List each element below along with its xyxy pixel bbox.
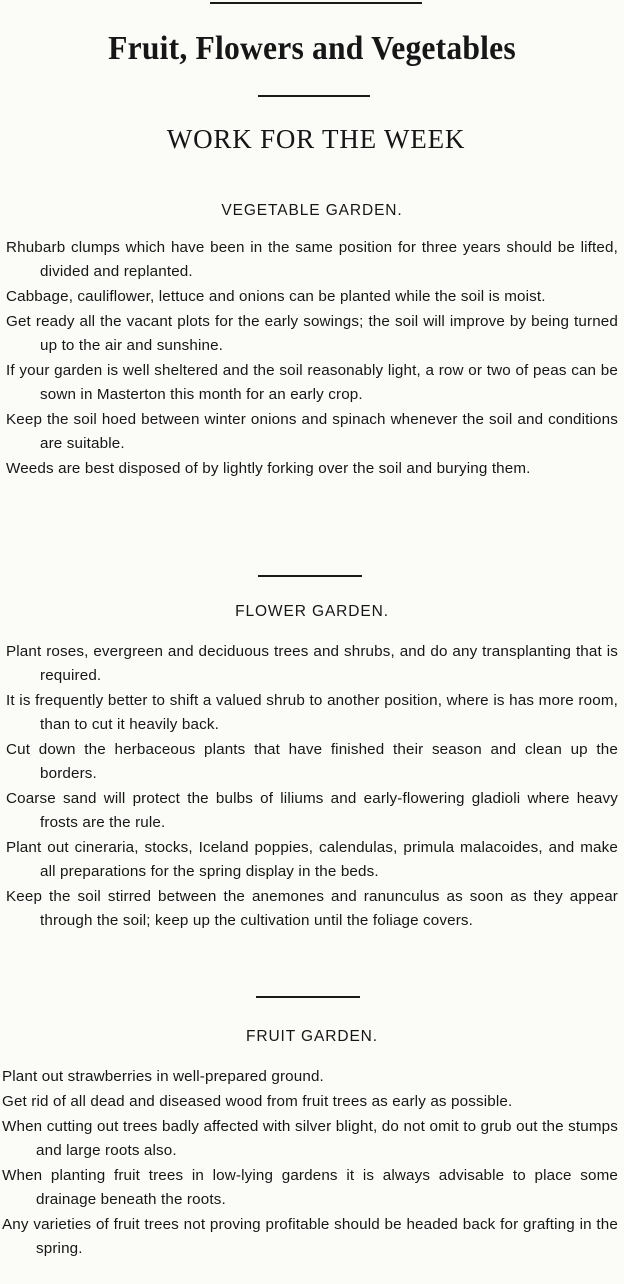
list-item: Get rid of all dead and diseased wood from fruit trees as early as possible.: [2, 1093, 513, 1110]
fruit-garden-list: [2, 1065, 618, 1262]
list-item: Cabbage, cauliflower, lettuce and onions can be planted while the soil is moist.: [6, 288, 546, 305]
title-divider: [258, 95, 370, 97]
list-item: Plant roses, evergreen and deciduous trees and shrubs, and do any transplanting that is required.: [6, 643, 618, 684]
list-item: Keep the soil stirred between the anemones and ranunculus as soon as they appear through the soil; keep up the cultivation until the foliage covers.: [6, 888, 618, 929]
page-title: Fruit, Flowers and Vegetables: [108, 30, 516, 67]
list-item: If your garden is well sheltered and the soil reasonably light, a row or two of peas can be sown in Masterton this month for an early crop.: [6, 362, 618, 403]
list-item: Cut down the herbaceous plants that have finished their season and clean up the borders.: [6, 741, 618, 782]
page-subtitle: WORK FOR THE WEEK: [166, 124, 466, 154]
fruit-garden-heading: FRUIT GARDEN.: [246, 1028, 378, 1045]
section-divider: [258, 575, 362, 577]
top-rule: [210, 2, 422, 4]
flower-garden-list: [6, 640, 618, 934]
list-item: Any varieties of fruit trees not proving profitable should be headed back for grafting in the spring.: [2, 1216, 618, 1257]
vegetable-garden-heading: VEGETABLE GARDEN.: [221, 202, 403, 219]
vegetable-garden-list: [6, 236, 618, 482]
list-item: Plant out strawberries in well-prepared ground.: [2, 1068, 324, 1085]
list-item: When planting fruit trees in low-lying gardens it is always advisable to place some drainage beneath the roots.: [2, 1167, 618, 1208]
list-item: Plant out cineraria, stocks, Iceland poppies, calendulas, primula malacoides, and make all preparations for the spring display in the beds.: [6, 839, 618, 880]
list-item: When cutting out trees badly affected with silver blight, do not omit to grub out the stumps and large roots also.: [2, 1118, 618, 1159]
list-item: Coarse sand will protect the bulbs of liliums and early-flowering gladioli where heavy frosts are the rule.: [6, 790, 618, 831]
list-item: Weeds are best disposed of by lightly forking over the soil and burying them.: [6, 460, 531, 477]
list-item: Get ready all the vacant plots for the early sowings; the soil will improve by being turned up to the air and sunshine.: [6, 313, 618, 354]
list-item: It is frequently better to shift a valued shrub to another position, where is has more room, than to cut it heavily back.: [6, 692, 618, 733]
list-item: Rhubarb clumps which have been in the same position for three years should be lifted, divided and replanted.: [6, 239, 618, 280]
list-item: Keep the soil hoed between winter onions and spinach whenever the soil and conditions are suitable.: [6, 411, 618, 452]
section-divider: [256, 996, 360, 998]
flower-garden-heading: FLOWER GARDEN.: [235, 603, 389, 620]
